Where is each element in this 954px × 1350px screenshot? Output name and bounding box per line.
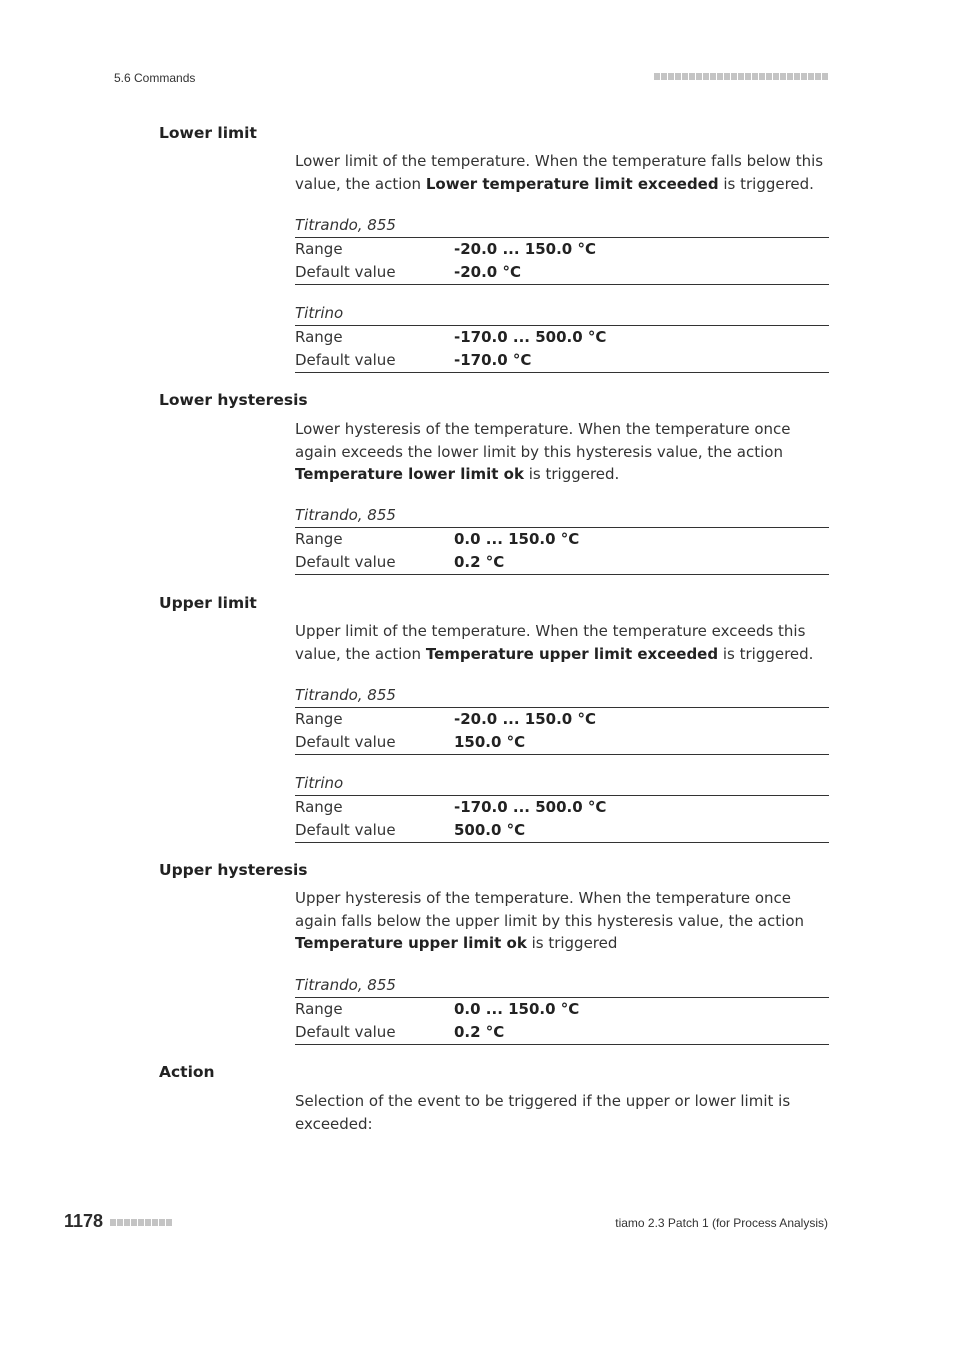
parameter-table bbox=[295, 302, 829, 373]
page-number: 1178 bbox=[64, 1211, 104, 1231]
footer-page-block bbox=[64, 1211, 172, 1232]
footer-decoration bbox=[110, 1219, 172, 1226]
section-title: Upper limit bbox=[159, 594, 257, 612]
footer-product-name: tiamo 2.3 Patch 1 (for Process Analysis) bbox=[615, 1216, 828, 1230]
section-description: Upper limit of the temperature. When the temperature exceeds this value, the action Temperature upper limit exceeded is triggered. bbox=[295, 622, 814, 663]
table-caption: Titrando, 855 bbox=[295, 504, 829, 528]
table-row: Default value -170.0 °C bbox=[295, 349, 829, 373]
section-title: Lower hysteresis bbox=[159, 391, 308, 409]
table-row: Range 0.0 ... 150.0 °C bbox=[295, 1000, 580, 1018]
table-caption: Titrando, 855 bbox=[295, 974, 829, 998]
table-row: Range -20.0 ... 150.0 °C bbox=[295, 710, 596, 728]
parameter-table bbox=[295, 772, 829, 843]
table-caption: Titrino bbox=[295, 302, 829, 326]
table-row: Range -170.0 ... 500.0 °C bbox=[295, 798, 607, 816]
table-row: Default value 500.0 °C bbox=[295, 819, 829, 843]
section-description: Lower hysteresis of the temperature. When the temperature once again exceeds the lower limit by this hysteresis value, the action Temperature lower limit ok is triggered. bbox=[295, 420, 791, 483]
table-row: Default value 0.2 °C bbox=[295, 551, 829, 575]
table-caption: Titrino bbox=[295, 772, 829, 796]
section-description: Upper hysteresis of the temperature. When the temperature once again falls below the upper limit by this hysteresis value, the action Temperature upper limit ok is triggered bbox=[295, 889, 805, 952]
parameter-table bbox=[295, 684, 829, 755]
table-caption: Titrando, 855 bbox=[295, 684, 829, 708]
table-row: Range 0.0 ... 150.0 °C bbox=[295, 530, 580, 548]
section-title: Lower limit bbox=[159, 124, 257, 142]
section-title: Upper hysteresis bbox=[159, 861, 308, 879]
header-section-label: 5.6 Commands bbox=[114, 71, 196, 85]
parameter-table bbox=[295, 214, 829, 285]
table-caption: Titrando, 855 bbox=[295, 214, 829, 238]
table-row: Default value 150.0 °C bbox=[295, 731, 829, 755]
table-row: Range -20.0 ... 150.0 °C bbox=[295, 240, 596, 258]
table-row: Default value -20.0 °C bbox=[295, 261, 829, 285]
section-description: Selection of the event to be triggered if the upper or lower limit is exceeded: bbox=[295, 1092, 791, 1133]
table-row: Range -170.0 ... 500.0 °C bbox=[295, 328, 607, 346]
section-description: Lower limit of the temperature. When the temperature falls below this value, the action Lower temperature limit exceeded is triggered. bbox=[295, 152, 824, 193]
header-decoration bbox=[654, 73, 828, 80]
parameter-table bbox=[295, 974, 829, 1045]
parameter-table bbox=[295, 504, 829, 575]
table-row: Default value 0.2 °C bbox=[295, 1021, 829, 1045]
section-title: Action bbox=[159, 1063, 215, 1081]
